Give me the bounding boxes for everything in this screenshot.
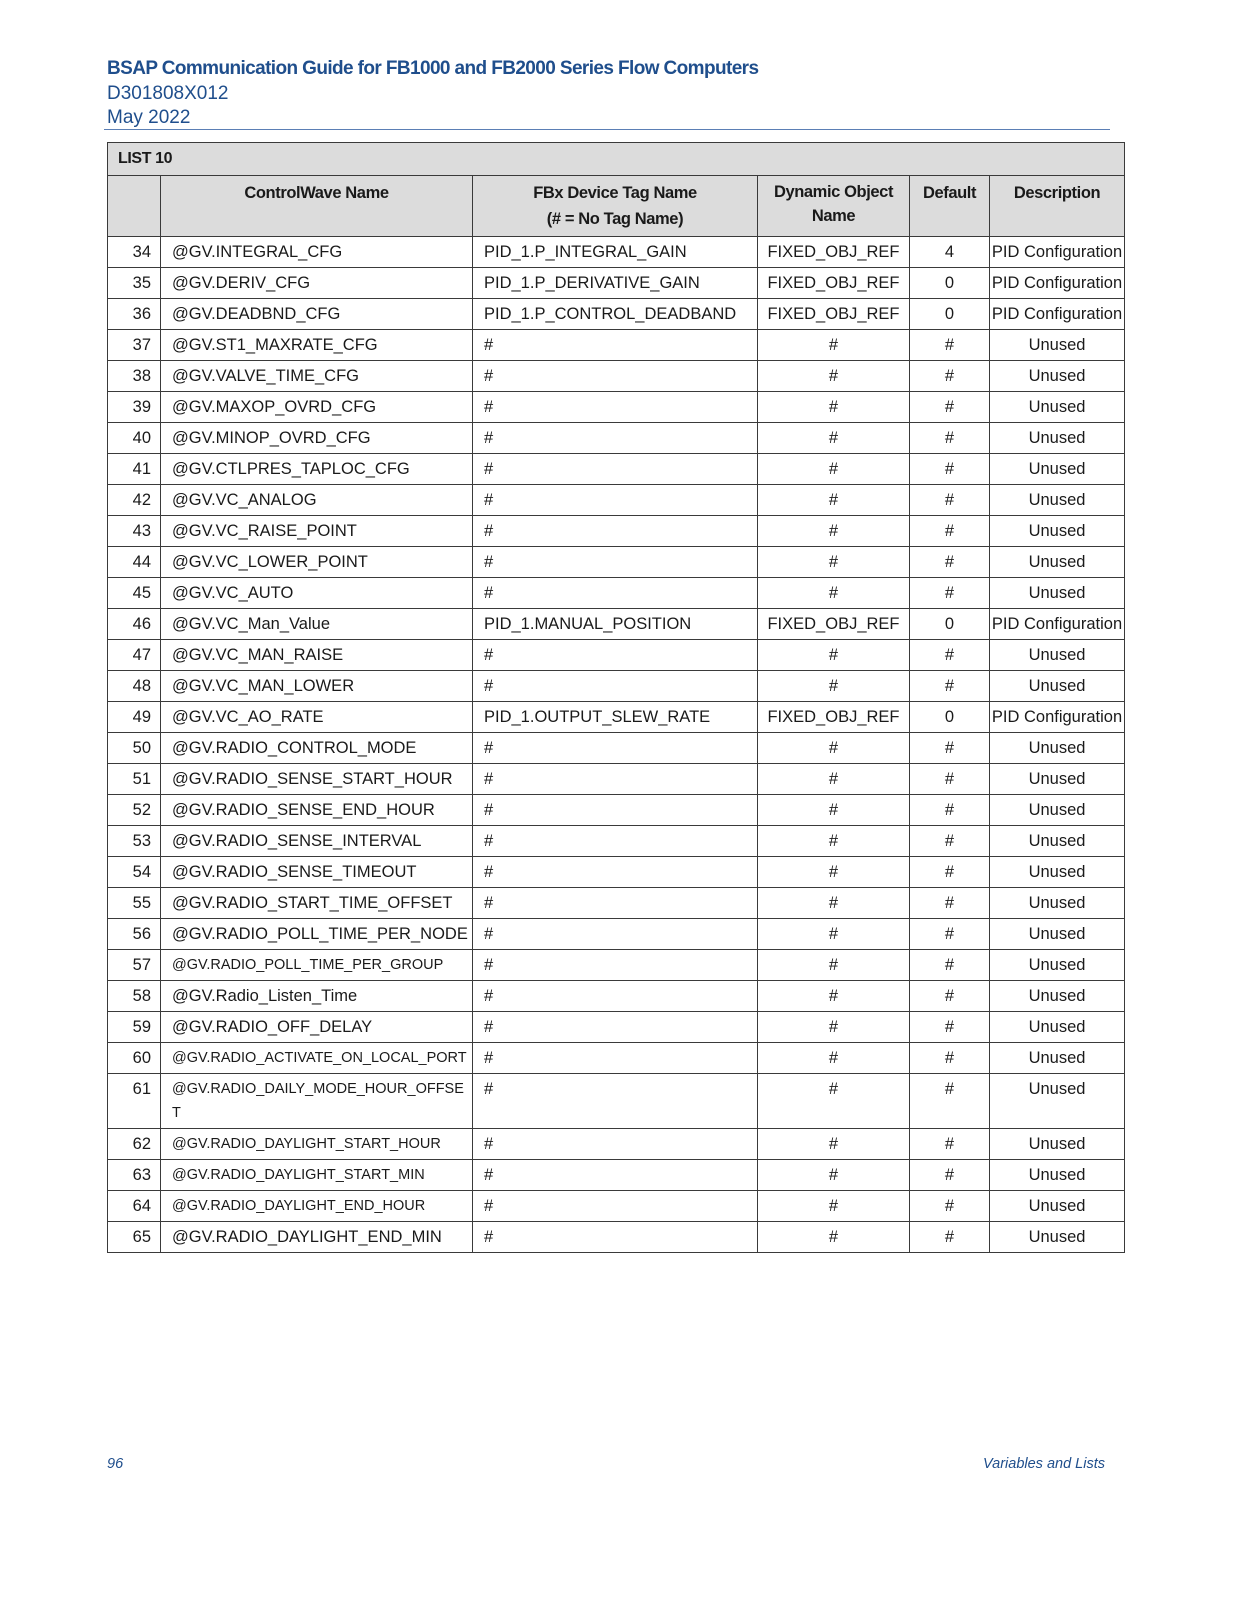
default-cell: # xyxy=(910,671,990,702)
fbx-tag-cell: PID_1.P_INTEGRAL_GAIN xyxy=(473,237,758,268)
row-index: 41 xyxy=(108,454,161,485)
default-cell: # xyxy=(910,1129,990,1160)
document-date: May 2022 xyxy=(107,107,191,128)
dynamic-object-cell: # xyxy=(758,950,910,981)
dynamic-object-cell: FIXED_OBJ_REF xyxy=(758,237,910,268)
description-cell: Unused xyxy=(990,1222,1125,1253)
fbx-tag-cell: # xyxy=(473,1222,758,1253)
fbx-tag-cell: PID_1.MANUAL_POSITION xyxy=(473,609,758,640)
dynamic-object-cell: # xyxy=(758,578,910,609)
default-cell: # xyxy=(910,1222,990,1253)
row-index: 52 xyxy=(108,795,161,826)
dynamic-object-cell: # xyxy=(758,1191,910,1222)
controlwave-name-cell: @GV.MAXOP_OVRD_CFG xyxy=(161,392,473,423)
default-cell: # xyxy=(910,1160,990,1191)
fbx-tag-cell: # xyxy=(473,671,758,702)
controlwave-name-cell: @GV.RADIO_SENSE_INTERVAL xyxy=(161,826,473,857)
controlwave-name-cell: @GV.RADIO_START_TIME_OFFSET xyxy=(161,888,473,919)
default-cell: # xyxy=(910,392,990,423)
dynamic-object-cell: # xyxy=(758,361,910,392)
default-cell: # xyxy=(910,330,990,361)
row-index: 47 xyxy=(108,640,161,671)
table-row xyxy=(108,981,1125,1012)
dynamic-object-cell: # xyxy=(758,795,910,826)
description-cell: Unused xyxy=(990,485,1125,516)
description-cell: PID Configuration xyxy=(990,702,1125,733)
default-cell: # xyxy=(910,361,990,392)
dynamic-object-cell: # xyxy=(758,454,910,485)
controlwave-name-cell: @GV.ST1_MAXRATE_CFG xyxy=(161,330,473,361)
description-cell: Unused xyxy=(990,1160,1125,1191)
dynamic-object-cell: # xyxy=(758,671,910,702)
row-index: 37 xyxy=(108,330,161,361)
row-index: 55 xyxy=(108,888,161,919)
table-row xyxy=(108,423,1125,454)
column-header-dynamic-object: Dynamic Object Name xyxy=(758,176,910,237)
column-header-default: Default xyxy=(910,176,990,237)
description-cell: Unused xyxy=(990,671,1125,702)
page-number: 96 xyxy=(107,1456,124,1472)
description-cell: Unused xyxy=(990,1012,1125,1043)
table-row xyxy=(108,609,1125,640)
fbx-tag-cell: # xyxy=(473,578,758,609)
controlwave-name-cell: @GV.RADIO_POLL_TIME_PER_NODE xyxy=(161,919,473,950)
table-row xyxy=(108,671,1125,702)
controlwave-name-cell: @GV.RADIO_DAYLIGHT_END_HOUR xyxy=(161,1191,473,1222)
description-cell: PID Configuration xyxy=(990,299,1125,330)
description-cell: Unused xyxy=(990,392,1125,423)
table-row xyxy=(108,1160,1125,1191)
table-row xyxy=(108,1191,1125,1222)
fbx-tag-header-line1: FBx Device Tag Name xyxy=(533,184,697,202)
fbx-tag-cell: # xyxy=(473,981,758,1012)
dynamic-object-cell: # xyxy=(758,547,910,578)
table-row xyxy=(108,1043,1125,1074)
page-header xyxy=(107,56,1111,130)
fbx-tag-cell: PID_1.P_DERIVATIVE_GAIN xyxy=(473,268,758,299)
default-cell: # xyxy=(910,764,990,795)
list-title: LIST 10 xyxy=(108,143,1125,176)
description-cell: Unused xyxy=(990,1074,1125,1129)
controlwave-name-cell: @GV.VALVE_TIME_CFG xyxy=(161,361,473,392)
table-row xyxy=(108,702,1125,733)
controlwave-name-cell: @GV.VC_MAN_RAISE xyxy=(161,640,473,671)
description-cell: Unused xyxy=(990,1129,1125,1160)
default-cell: # xyxy=(910,795,990,826)
row-index: 42 xyxy=(108,485,161,516)
fbx-tag-cell: # xyxy=(473,1160,758,1191)
default-cell: # xyxy=(910,1043,990,1074)
row-index: 53 xyxy=(108,826,161,857)
table-row xyxy=(108,485,1125,516)
dynamic-object-cell: # xyxy=(758,1012,910,1043)
column-header-description: Description xyxy=(990,176,1125,237)
fbx-tag-cell: # xyxy=(473,640,758,671)
description-cell: Unused xyxy=(990,547,1125,578)
default-cell: 0 xyxy=(910,702,990,733)
table-row xyxy=(108,919,1125,950)
default-cell: # xyxy=(910,640,990,671)
fbx-tag-cell: # xyxy=(473,361,758,392)
controlwave-name-cell: @GV.RADIO_CONTROL_MODE xyxy=(161,733,473,764)
fbx-tag-cell: PID_1.OUTPUT_SLEW_RATE xyxy=(473,702,758,733)
dynamic-object-cell: # xyxy=(758,1043,910,1074)
fbx-tag-cell: # xyxy=(473,423,758,454)
dynamic-object-cell: FIXED_OBJ_REF xyxy=(758,609,910,640)
row-index: 54 xyxy=(108,857,161,888)
fbx-tag-cell: # xyxy=(473,454,758,485)
dynamic-object-cell: # xyxy=(758,423,910,454)
fbx-tag-cell: # xyxy=(473,950,758,981)
table-row xyxy=(108,330,1125,361)
description-cell: Unused xyxy=(990,361,1125,392)
description-cell: Unused xyxy=(990,1191,1125,1222)
fbx-tag-cell: # xyxy=(473,1074,758,1129)
fbx-tag-header-line2: (# = No Tag Name) xyxy=(546,210,684,228)
controlwave-name-cell: @GV.MINOP_OVRD_CFG xyxy=(161,423,473,454)
fbx-tag-cell: # xyxy=(473,516,758,547)
description-cell: Unused xyxy=(990,950,1125,981)
controlwave-name-cell: @GV.DEADBND_CFG xyxy=(161,299,473,330)
default-cell: 0 xyxy=(910,299,990,330)
controlwave-name-cell: @GV.RADIO_OFF_DELAY xyxy=(161,1012,473,1043)
table-row xyxy=(108,857,1125,888)
default-cell: # xyxy=(910,950,990,981)
description-cell: Unused xyxy=(990,640,1125,671)
default-cell: 0 xyxy=(910,268,990,299)
row-index: 40 xyxy=(108,423,161,454)
dynamic-object-cell: # xyxy=(758,1129,910,1160)
controlwave-name-cell: @GV.RADIO_SENSE_START_HOUR xyxy=(161,764,473,795)
table-header-row xyxy=(108,176,1125,237)
description-cell: Unused xyxy=(990,733,1125,764)
dynamic-object-cell: # xyxy=(758,733,910,764)
default-cell: 0 xyxy=(910,609,990,640)
controlwave-name-cell: @GV.RADIO_SENSE_TIMEOUT xyxy=(161,857,473,888)
dynamic-object-cell: # xyxy=(758,826,910,857)
controlwave-name-cell: @GV.RADIO_DAYLIGHT_START_MIN xyxy=(161,1160,473,1191)
row-index: 57 xyxy=(108,950,161,981)
fbx-tag-cell: # xyxy=(473,485,758,516)
description-cell: Unused xyxy=(990,1043,1125,1074)
controlwave-name-cell: @GV.RADIO_ACTIVATE_ON_LOCAL_PORT xyxy=(161,1043,473,1074)
list-table xyxy=(107,142,1125,1253)
fbx-tag-cell: PID_1.P_CONTROL_DEADBAND xyxy=(473,299,758,330)
fbx-tag-cell: # xyxy=(473,1191,758,1222)
table-row xyxy=(108,795,1125,826)
dynamic-object-cell: # xyxy=(758,1222,910,1253)
controlwave-name-cell: @GV.VC_AUTO xyxy=(161,578,473,609)
table-row xyxy=(108,1074,1125,1129)
row-index: 38 xyxy=(108,361,161,392)
default-cell: # xyxy=(910,1012,990,1043)
footer-section-name: Variables and Lists xyxy=(983,1456,1105,1472)
controlwave-name-cell: @GV.RADIO_DAYLIGHT_END_MIN xyxy=(161,1222,473,1253)
row-index: 64 xyxy=(108,1191,161,1222)
dynamic-object-cell: FIXED_OBJ_REF xyxy=(758,702,910,733)
fbx-tag-cell: # xyxy=(473,1012,758,1043)
description-cell: Unused xyxy=(990,454,1125,485)
controlwave-name-cell: @GV.CTLPRES_TAPLOC_CFG xyxy=(161,454,473,485)
row-index: 61 xyxy=(108,1074,161,1129)
table-row xyxy=(108,547,1125,578)
default-cell: # xyxy=(910,733,990,764)
controlwave-name-cell: @GV.VC_AO_RATE xyxy=(161,702,473,733)
dynamic-object-cell: # xyxy=(758,485,910,516)
row-index: 50 xyxy=(108,733,161,764)
column-header-fbx-tag xyxy=(473,176,758,237)
controlwave-name-cell: @GV.RADIO_DAILY_MODE_HOUR_OFFSET xyxy=(161,1074,473,1129)
description-cell: Unused xyxy=(990,516,1125,547)
fbx-tag-cell: # xyxy=(473,919,758,950)
fbx-tag-cell: # xyxy=(473,1043,758,1074)
dynamic-object-cell: # xyxy=(758,640,910,671)
dynamic-object-cell: # xyxy=(758,516,910,547)
default-cell: # xyxy=(910,516,990,547)
default-cell: # xyxy=(910,919,990,950)
description-cell: Unused xyxy=(990,423,1125,454)
row-index: 43 xyxy=(108,516,161,547)
table-row xyxy=(108,361,1125,392)
table-row xyxy=(108,764,1125,795)
table-row xyxy=(108,733,1125,764)
dynamic-object-cell: # xyxy=(758,1074,910,1129)
default-cell: # xyxy=(910,454,990,485)
document-number: D301808X012 xyxy=(107,83,229,104)
dynamic-object-cell: # xyxy=(758,330,910,361)
row-index: 62 xyxy=(108,1129,161,1160)
description-cell: Unused xyxy=(990,795,1125,826)
table-row xyxy=(108,392,1125,423)
fbx-tag-cell: # xyxy=(473,330,758,361)
row-index: 56 xyxy=(108,919,161,950)
controlwave-name-cell: @GV.VC_LOWER_POINT xyxy=(161,547,473,578)
row-index: 35 xyxy=(108,268,161,299)
fbx-tag-cell: # xyxy=(473,392,758,423)
column-header-index xyxy=(108,176,161,237)
dynamic-object-cell: # xyxy=(758,1160,910,1191)
fbx-tag-cell: # xyxy=(473,826,758,857)
controlwave-name-cell: @GV.VC_Man_Value xyxy=(161,609,473,640)
fbx-tag-cell: # xyxy=(473,857,758,888)
default-cell: 4 xyxy=(910,237,990,268)
controlwave-name-cell: @GV.VC_ANALOG xyxy=(161,485,473,516)
table-row xyxy=(108,268,1125,299)
document-title: BSAP Communication Guide for FB1000 and FB2000 Series Flow Computers xyxy=(107,58,759,79)
row-index: 60 xyxy=(108,1043,161,1074)
description-cell: Unused xyxy=(990,981,1125,1012)
row-index: 65 xyxy=(108,1222,161,1253)
description-cell: Unused xyxy=(990,578,1125,609)
table-row xyxy=(108,888,1125,919)
default-cell: # xyxy=(910,547,990,578)
row-index: 51 xyxy=(108,764,161,795)
dynamic-object-cell: # xyxy=(758,392,910,423)
default-cell: # xyxy=(910,857,990,888)
row-index: 49 xyxy=(108,702,161,733)
default-cell: # xyxy=(910,578,990,609)
controlwave-name-cell: @GV.VC_RAISE_POINT xyxy=(161,516,473,547)
table-row xyxy=(108,237,1125,268)
dynamic-object-cell: FIXED_OBJ_REF xyxy=(758,268,910,299)
table-body xyxy=(108,237,1125,1253)
row-index: 45 xyxy=(108,578,161,609)
controlwave-name-cell: @GV.RADIO_POLL_TIME_PER_GROUP xyxy=(161,950,473,981)
row-index: 34 xyxy=(108,237,161,268)
table-row xyxy=(108,516,1125,547)
table-row xyxy=(108,826,1125,857)
table-row xyxy=(108,578,1125,609)
fbx-tag-cell: # xyxy=(473,795,758,826)
fbx-tag-cell: # xyxy=(473,547,758,578)
table-row xyxy=(108,640,1125,671)
row-index: 44 xyxy=(108,547,161,578)
controlwave-name-cell: @GV.DERIV_CFG xyxy=(161,268,473,299)
default-cell: # xyxy=(910,1074,990,1129)
dynamic-object-cell: # xyxy=(758,919,910,950)
description-cell: PID Configuration xyxy=(990,268,1125,299)
controlwave-name-cell: @GV.INTEGRAL_CFG xyxy=(161,237,473,268)
table-row xyxy=(108,950,1125,981)
dynamic-object-cell: # xyxy=(758,981,910,1012)
dynamic-object-cell: # xyxy=(758,888,910,919)
description-cell: Unused xyxy=(990,888,1125,919)
row-index: 48 xyxy=(108,671,161,702)
description-cell: Unused xyxy=(990,919,1125,950)
table-row xyxy=(108,1012,1125,1043)
dynamic-object-cell: # xyxy=(758,764,910,795)
row-index: 63 xyxy=(108,1160,161,1191)
fbx-tag-cell: # xyxy=(473,888,758,919)
row-index: 59 xyxy=(108,1012,161,1043)
row-index: 46 xyxy=(108,609,161,640)
dynamic-object-cell: # xyxy=(758,857,910,888)
fbx-tag-cell: # xyxy=(473,764,758,795)
description-cell: Unused xyxy=(990,330,1125,361)
description-cell: Unused xyxy=(990,764,1125,795)
fbx-tag-cell: # xyxy=(473,1129,758,1160)
default-cell: # xyxy=(910,423,990,454)
default-cell: # xyxy=(910,1191,990,1222)
controlwave-name-cell: @GV.RADIO_SENSE_END_HOUR xyxy=(161,795,473,826)
column-header-controlwave-name: ControlWave Name xyxy=(161,176,473,237)
description-cell: Unused xyxy=(990,826,1125,857)
table-row xyxy=(108,299,1125,330)
description-cell: PID Configuration xyxy=(990,237,1125,268)
table-row xyxy=(108,1129,1125,1160)
dynamic-object-cell: FIXED_OBJ_REF xyxy=(758,299,910,330)
default-cell: # xyxy=(910,888,990,919)
row-index: 39 xyxy=(108,392,161,423)
description-cell: Unused xyxy=(990,857,1125,888)
default-cell: # xyxy=(910,485,990,516)
description-cell: PID Configuration xyxy=(990,609,1125,640)
header-rule xyxy=(104,129,1110,130)
controlwave-name-cell: @GV.Radio_Listen_Time xyxy=(161,981,473,1012)
row-index: 36 xyxy=(108,299,161,330)
default-cell: # xyxy=(910,826,990,857)
row-index: 58 xyxy=(108,981,161,1012)
controlwave-name-cell: @GV.VC_MAN_LOWER xyxy=(161,671,473,702)
controlwave-name-cell: @GV.RADIO_DAYLIGHT_START_HOUR xyxy=(161,1129,473,1160)
default-cell: # xyxy=(910,981,990,1012)
fbx-tag-cell: # xyxy=(473,733,758,764)
table-row xyxy=(108,1222,1125,1253)
table-row xyxy=(108,454,1125,485)
